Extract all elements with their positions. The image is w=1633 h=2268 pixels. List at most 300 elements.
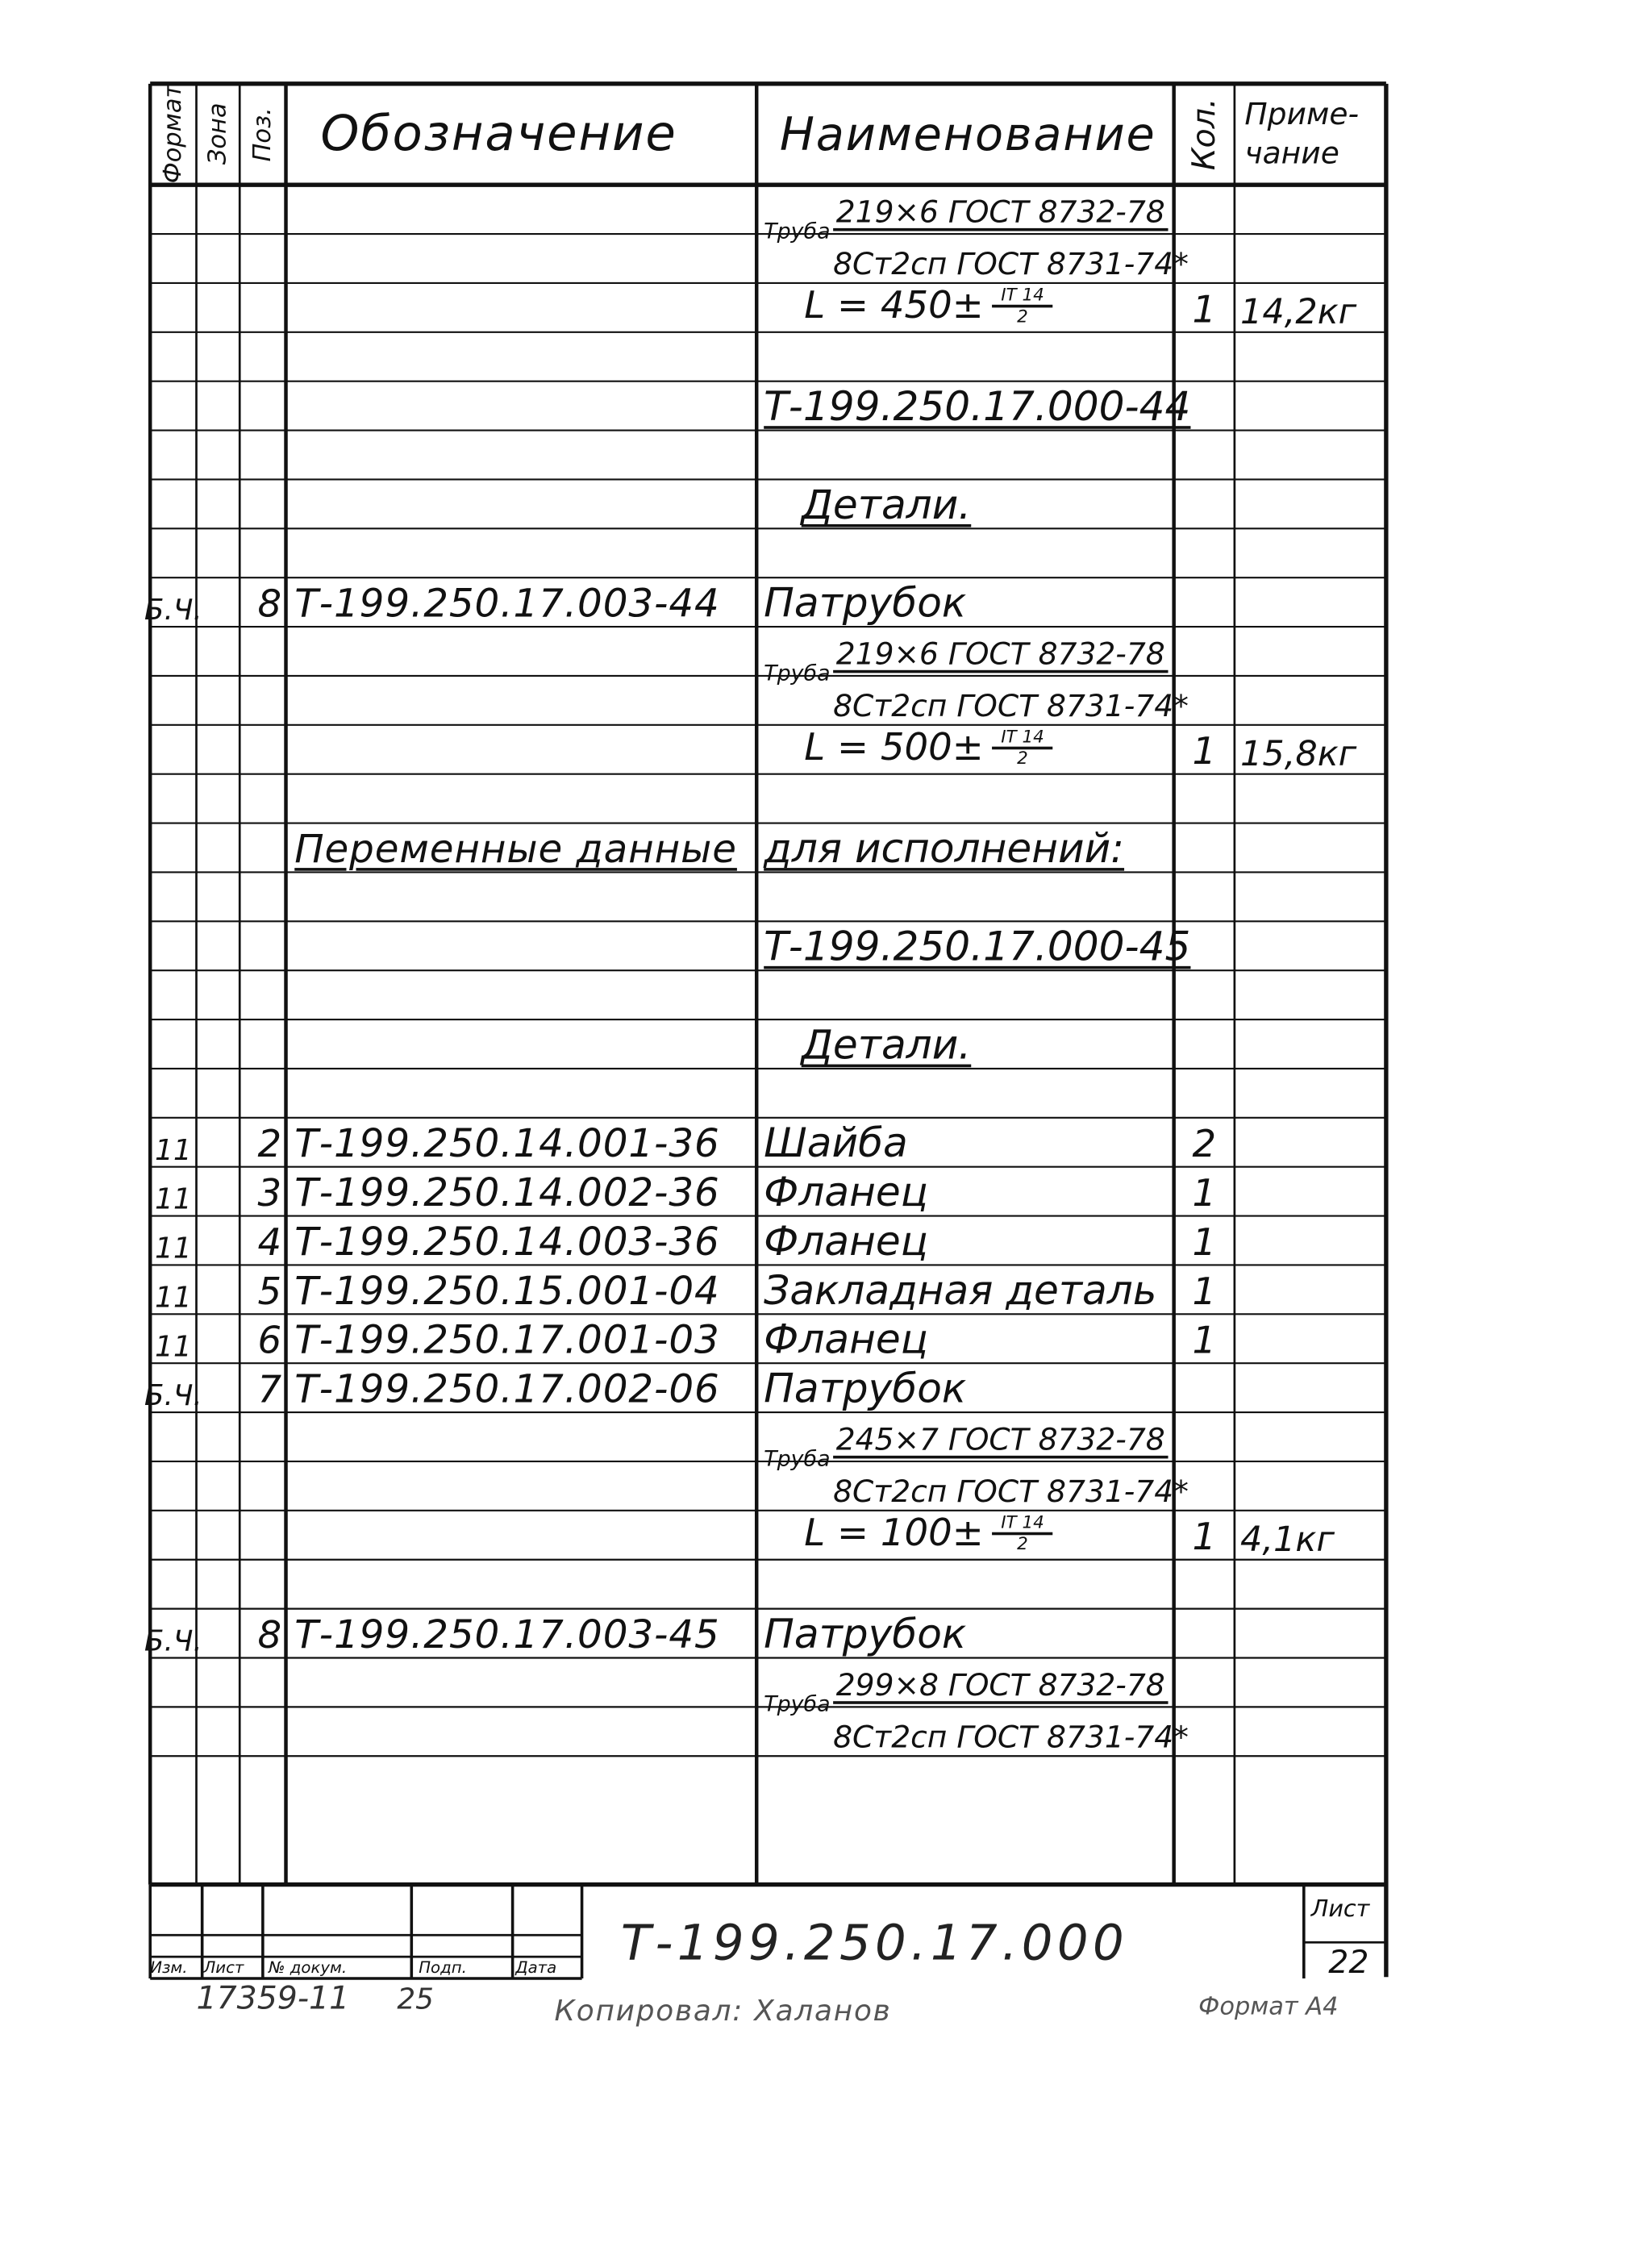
footer-format: Формат А4 (1198, 1992, 1339, 2022)
position-cell (240, 823, 285, 873)
header-pos: Поз. (248, 106, 277, 162)
note-cell (1235, 823, 1386, 873)
format-cell (150, 1511, 196, 1560)
quantity-cell (1174, 1069, 1235, 1118)
stamp-col-doc: № докум. (269, 1957, 348, 1978)
note-cell (1235, 1216, 1386, 1265)
table-row (150, 234, 1386, 283)
table-row (150, 1216, 1386, 1265)
designation-cell (289, 774, 754, 823)
note-cell (1235, 185, 1386, 234)
position-cell (240, 627, 285, 676)
name-cell (758, 332, 1174, 381)
zone-cell (197, 921, 240, 970)
table-row (150, 283, 1386, 332)
quantity-cell (1174, 1609, 1235, 1658)
name-cell (758, 479, 1174, 528)
tolerance-fraction (992, 286, 1052, 326)
table-row (150, 1511, 1386, 1560)
header-qty: Кол. (1185, 98, 1223, 171)
name-text: Фланец (764, 1217, 928, 1265)
zone-cell (197, 528, 240, 577)
name-cell (758, 1609, 1174, 1658)
format-cell: 11 (155, 1230, 192, 1265)
name-cell (758, 1657, 1174, 1717)
table-row (144, 1363, 1386, 1413)
designation-cell (289, 872, 754, 921)
name-text: 8Ст2сп ГОСТ 8731-74* (833, 247, 1189, 282)
zone-cell (197, 1511, 240, 1560)
name-text: Шайба (764, 1119, 908, 1167)
name-text: 8Ст2сп ГОСТ 8731-74* (833, 689, 1189, 724)
name-cell (758, 1265, 1174, 1314)
tolerance-denominator: 2 (1017, 748, 1028, 769)
note-cell (1235, 970, 1386, 1019)
quantity-cell (1174, 1560, 1235, 1609)
designation-cell: Т-199.250.14.001-36 (294, 1122, 720, 1167)
header-designation: Обозначение (320, 105, 677, 164)
table-row (150, 528, 1386, 577)
quantity-cell (1174, 185, 1235, 234)
quantity-cell (1174, 381, 1235, 431)
format-cell (150, 283, 196, 332)
quantity-cell (1174, 676, 1235, 725)
table-row (150, 725, 1386, 774)
format-cell (150, 381, 196, 431)
tolerance-fraction (992, 1514, 1052, 1553)
zone-cell (197, 676, 240, 725)
format-cell (150, 774, 196, 823)
name-text: 8Ст2сп ГОСТ 8731-74* (833, 1720, 1189, 1755)
table-row (150, 1118, 1386, 1167)
quantity-cell (1174, 1412, 1235, 1461)
table-row (150, 676, 1386, 725)
note-cell (1235, 774, 1386, 823)
position-cell: 4 (257, 1221, 282, 1265)
format-cell (150, 1019, 196, 1069)
designation-cell: Т-199.250.17.002-06 (294, 1367, 720, 1413)
zone-cell (197, 1069, 240, 1118)
pipe-spec: 219×6 ГОСТ 8732-78 (833, 198, 1168, 231)
quantity-cell (1174, 872, 1235, 921)
zone-cell (197, 774, 240, 823)
note-cell (1235, 872, 1386, 921)
note-cell (1235, 431, 1386, 480)
format-cell: 11 (155, 1328, 192, 1364)
name-text: Патрубок (764, 1610, 967, 1658)
stamp-col-sign: Подп. (419, 1957, 467, 1978)
name-cell (758, 1167, 1174, 1216)
note-cell (1235, 1363, 1386, 1412)
footer-page: 25 (397, 1981, 434, 2016)
zone-cell (197, 1707, 240, 1756)
position-cell (240, 1019, 285, 1069)
format-cell (150, 921, 196, 970)
position-cell (240, 1560, 285, 1609)
note-cell (1235, 1560, 1386, 1609)
zone-cell (197, 1560, 240, 1609)
note-cell (1235, 1265, 1386, 1314)
note-cell (1235, 234, 1386, 283)
quantity-cell (1174, 479, 1235, 528)
name-cell (758, 234, 1189, 283)
name-text: Фланец (764, 1315, 928, 1364)
name-cell (758, 1560, 1174, 1609)
format-cell (150, 234, 196, 283)
position-cell: 3 (257, 1172, 282, 1216)
note-cell (1235, 479, 1386, 528)
length-value: L = 100± (804, 1511, 984, 1556)
header-format: Формат (158, 84, 188, 185)
name-cell (758, 1707, 1189, 1756)
format-cell (150, 676, 196, 725)
designation-cell (289, 479, 754, 528)
position-cell (240, 921, 285, 970)
name-cell (758, 823, 1174, 873)
designation-cell (289, 431, 754, 480)
pipe-spec: 299×8 ГОСТ 8732-78 (833, 1671, 1168, 1704)
zone-cell (197, 627, 240, 676)
designation-cell (289, 1511, 754, 1560)
designation-cell (289, 627, 754, 676)
table-row (150, 1657, 1386, 1717)
zone-cell (197, 1314, 240, 1363)
tolerance-numerator: IT 14 (992, 286, 1052, 307)
position-cell: 8 (257, 583, 282, 627)
position-cell (240, 479, 285, 528)
name-text: Т-199.250.17.000-44 (764, 382, 1191, 431)
name-cell (758, 1069, 1174, 1118)
zone-cell (197, 1363, 240, 1412)
pipe-label: Труба (764, 218, 831, 244)
note-cell (1235, 1461, 1386, 1511)
table-row (150, 1560, 1386, 1609)
table-row (150, 1707, 1386, 1756)
stamp-col-date: Дата (515, 1957, 557, 1978)
designation-cell: Т-199.250.17.003-45 (294, 1612, 720, 1658)
table-row (150, 381, 1386, 431)
name-cell (758, 1511, 1174, 1560)
tolerance-numerator: IT 14 (992, 1514, 1052, 1535)
header-zone: Зона (203, 103, 233, 165)
name-text: Закладная деталь (764, 1266, 1157, 1315)
note-cell (1235, 1657, 1386, 1707)
note-cell (1235, 381, 1386, 431)
pipe-label: Труба (764, 1445, 831, 1472)
table-row (150, 185, 1386, 244)
name-cell (758, 921, 1191, 971)
designation-cell: Переменные данные (294, 827, 737, 873)
format-cell (150, 823, 196, 873)
position-cell (240, 1511, 285, 1560)
zone-cell (197, 823, 240, 873)
tolerance-numerator: IT 14 (992, 728, 1052, 749)
position-cell (240, 1461, 285, 1511)
note-cell (1235, 1609, 1386, 1658)
designation-cell (289, 185, 754, 234)
position-cell (240, 234, 285, 283)
table-row (144, 1609, 1386, 1658)
designation-cell (289, 676, 754, 725)
table-row (150, 1167, 1386, 1216)
table-row (150, 627, 1386, 686)
quantity-cell: 1 (1192, 289, 1217, 332)
format-cell (150, 1069, 196, 1118)
zone-cell (197, 1265, 240, 1314)
position-cell (240, 283, 285, 332)
position-cell: 2 (257, 1124, 282, 1167)
quantity-cell: 1 (1192, 1221, 1217, 1265)
designation-cell (289, 332, 754, 381)
quantity-cell: 2 (1192, 1124, 1217, 1167)
table-row (150, 970, 1386, 1019)
quantity-cell (1174, 431, 1235, 480)
quantity-cell (1174, 1363, 1235, 1412)
designation-cell (289, 970, 754, 1019)
name-cell (758, 970, 1174, 1019)
zone-cell (197, 1167, 240, 1216)
position-cell: 5 (257, 1270, 282, 1315)
format-cell: 11 (155, 1132, 192, 1167)
name-cell (758, 577, 1174, 627)
position-cell (240, 970, 285, 1019)
zone-cell (197, 725, 240, 774)
designation-cell: Т-199.250.17.003-44 (294, 582, 720, 627)
designation-cell: Т-199.250.17.001-03 (294, 1318, 720, 1364)
table-row (150, 823, 1386, 873)
designation-cell (289, 1461, 754, 1511)
format-cell (150, 1560, 196, 1609)
format-cell: Б.Ч. (144, 592, 202, 627)
zone-cell (197, 479, 240, 528)
designation-cell: Т-199.250.15.001-04 (294, 1269, 720, 1315)
zone-cell (197, 872, 240, 921)
position-cell (240, 1707, 285, 1756)
name-text: Патрубок (764, 578, 967, 627)
quantity-cell: 1 (1192, 1516, 1217, 1560)
format-cell (150, 479, 196, 528)
name-text: Детали. (801, 1020, 972, 1069)
table-row (150, 1069, 1386, 1118)
zone-cell (197, 234, 240, 283)
name-cell (758, 1019, 1174, 1069)
note-cell (1235, 1019, 1386, 1069)
format-cell: 11 (155, 1181, 192, 1216)
table-row (150, 774, 1386, 823)
name-cell (758, 676, 1189, 725)
name-cell (758, 1216, 1174, 1265)
zone-cell (197, 1461, 240, 1511)
stamp-sheet-number: 22 (1328, 1945, 1369, 1982)
quantity-cell (1174, 1707, 1235, 1756)
quantity-cell (1174, 332, 1235, 381)
quantity-cell (1174, 823, 1235, 873)
tolerance-denominator: 2 (1017, 1533, 1028, 1554)
format-cell (150, 970, 196, 1019)
position-cell (240, 528, 285, 577)
quantity-cell: 1 (1192, 730, 1217, 774)
name-cell (758, 1412, 1174, 1472)
name-cell (758, 528, 1174, 577)
length-value: L = 500± (804, 726, 984, 770)
position-cell (240, 1069, 285, 1118)
quantity-cell: 1 (1192, 1270, 1217, 1315)
zone-cell (197, 1657, 240, 1707)
format-cell (150, 1461, 196, 1511)
note-cell (1235, 528, 1386, 577)
quantity-cell (1174, 577, 1235, 627)
format-cell: Б.Ч. (144, 1623, 202, 1658)
zone-cell (197, 1412, 240, 1461)
name-cell (758, 431, 1174, 480)
name-text: для исполнений: (764, 824, 1125, 873)
format-cell (150, 332, 196, 381)
name-text: Фланец (764, 1168, 928, 1216)
name-text: 8Ст2сп ГОСТ 8731-74* (833, 1474, 1189, 1510)
zone-cell (197, 185, 240, 234)
header-note: Приме- чание (1244, 96, 1360, 171)
position-cell (240, 774, 285, 823)
position-cell: 7 (257, 1369, 282, 1413)
zone-cell (197, 283, 240, 332)
note-cell (1235, 676, 1386, 725)
table-row (150, 921, 1386, 970)
note-cell (1235, 332, 1386, 381)
zone-cell (197, 1118, 240, 1167)
position-cell (240, 381, 285, 431)
quantity-cell (1174, 774, 1235, 823)
position-cell (240, 725, 285, 774)
position-cell (240, 872, 285, 921)
table-row (150, 479, 1386, 528)
quantity-cell (1174, 528, 1235, 577)
zone-cell (197, 1216, 240, 1265)
name-cell (758, 1314, 1174, 1363)
designation-cell (289, 1019, 754, 1069)
name-cell (758, 774, 1174, 823)
position-cell (240, 1657, 285, 1707)
zone-cell (197, 332, 240, 381)
note-cell: 4,1кг (1240, 1519, 1335, 1560)
name-cell (758, 627, 1174, 686)
footer-copied-by: Копировал: Халанов (554, 1992, 892, 2028)
footer-inventory: 17359-11 (196, 1981, 350, 2018)
note-cell (1235, 1412, 1386, 1461)
name-cell (758, 1118, 1174, 1167)
note-cell (1235, 1707, 1386, 1756)
name-cell (758, 725, 1174, 774)
tolerance-fraction (992, 728, 1052, 768)
format-cell (150, 185, 196, 234)
stamp-sheet-label: Лист (1310, 1895, 1370, 1923)
table-row (150, 332, 1386, 381)
pipe-label: Труба (764, 1691, 831, 1717)
designation-cell: Т-199.250.14.003-36 (294, 1219, 720, 1265)
position-cell (240, 185, 285, 234)
designation-cell (289, 528, 754, 577)
designation-cell (289, 921, 754, 970)
designation-cell (289, 283, 754, 332)
name-cell (758, 185, 1174, 244)
table-row (150, 1314, 1386, 1363)
quantity-cell (1174, 234, 1235, 283)
note-cell (1235, 1167, 1386, 1216)
name-cell (758, 283, 1174, 332)
quantity-cell: 1 (1192, 1320, 1217, 1364)
table-row (150, 1412, 1386, 1472)
designation-cell (289, 725, 754, 774)
zone-cell (197, 431, 240, 480)
quantity-cell (1174, 970, 1235, 1019)
designation-cell (289, 381, 754, 431)
format-cell (150, 872, 196, 921)
quantity-cell (1174, 1019, 1235, 1069)
designation-cell (289, 1412, 754, 1461)
stamp-col-list: Лист (203, 1957, 244, 1978)
table-row (150, 1019, 1386, 1069)
quantity-cell: 1 (1192, 1172, 1217, 1216)
name-cell (758, 1363, 1174, 1412)
position-cell (240, 676, 285, 725)
zone-cell (197, 1019, 240, 1069)
name-text: Детали. (801, 481, 972, 529)
zone-cell (197, 577, 240, 627)
quantity-cell (1174, 921, 1235, 970)
format-cell (150, 725, 196, 774)
tolerance-denominator: 2 (1017, 306, 1028, 327)
designation-cell (289, 1069, 754, 1118)
position-cell (240, 1412, 285, 1461)
designation-cell (289, 234, 754, 283)
pipe-spec: 219×6 ГОСТ 8732-78 (833, 640, 1168, 673)
format-cell (150, 627, 196, 676)
position-cell: 8 (257, 1614, 282, 1658)
note-cell (1235, 1069, 1386, 1118)
format-cell: 11 (155, 1279, 192, 1315)
format-cell (150, 1657, 196, 1707)
position-cell (240, 431, 285, 480)
zone-cell (197, 381, 240, 431)
name-text: Т-199.250.17.000-45 (764, 923, 1191, 971)
table-row (150, 431, 1386, 480)
table-row (150, 872, 1386, 921)
designation-cell (289, 1560, 754, 1609)
stamp-col-izm: Изм. (150, 1957, 188, 1978)
name-cell (758, 381, 1191, 431)
name-cell (758, 872, 1174, 921)
pipe-label: Труба (764, 660, 831, 686)
zone-cell (197, 1609, 240, 1658)
note-cell: 15,8кг (1240, 733, 1357, 774)
quantity-cell (1174, 1461, 1235, 1511)
name-cell (758, 1461, 1189, 1511)
position-cell: 6 (257, 1320, 282, 1364)
format-cell: Б.Ч. (144, 1378, 202, 1413)
length-value: L = 450± (804, 284, 984, 328)
zone-cell (197, 970, 240, 1019)
format-cell (150, 1412, 196, 1461)
note-cell (1235, 627, 1386, 676)
format-cell (150, 528, 196, 577)
table-row (144, 577, 1386, 627)
note-cell (1235, 921, 1386, 970)
note-cell: 14,2кг (1240, 291, 1357, 332)
designation-cell (289, 1707, 754, 1756)
format-cell (150, 1707, 196, 1756)
table-row (150, 1265, 1386, 1314)
stamp-doc-code: Т-199.250.17.000 (620, 1915, 1129, 1973)
position-cell (240, 332, 285, 381)
